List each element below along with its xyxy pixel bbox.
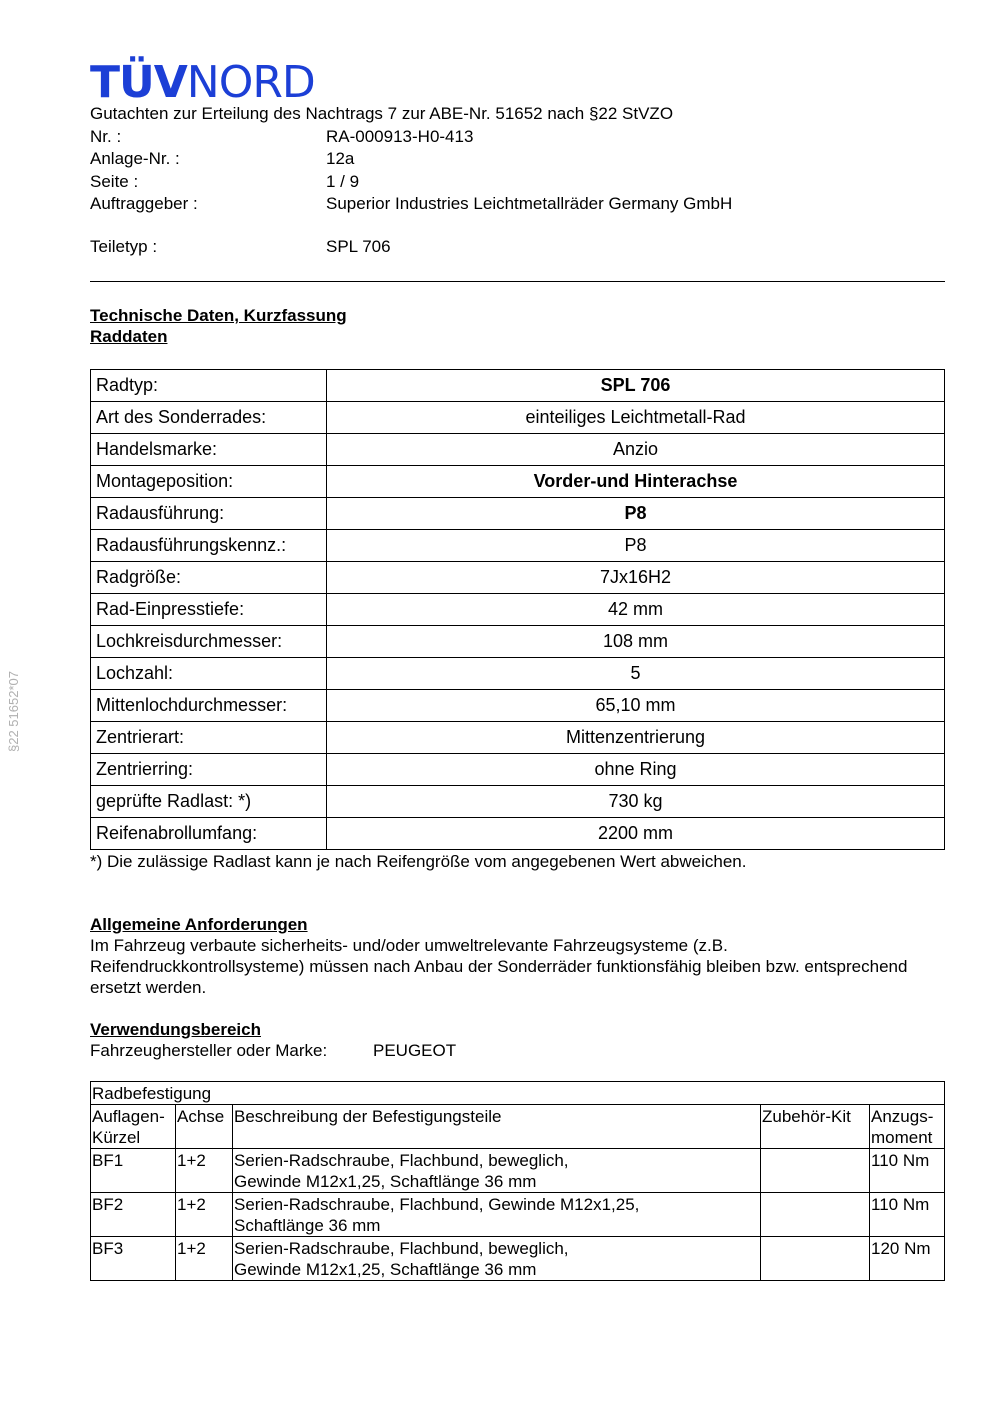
wheel-fixing-table	[90, 1081, 945, 1281]
section-title-requirements: Allgemeine Anforderungen	[90, 915, 308, 934]
wheel-data-label: Radgröße:	[91, 562, 327, 594]
fixing-code: BF1	[91, 1149, 176, 1193]
table-row	[91, 1082, 945, 1105]
fixing-axle: 1+2	[176, 1149, 233, 1193]
wheel-data-label: geprüfte Radlast: *)	[91, 786, 327, 818]
fixing-description	[233, 1193, 761, 1237]
side-stamp: §22 51652*07	[6, 671, 21, 752]
table-row	[91, 1237, 945, 1281]
usage-manufacturer-label: Fahrzeughersteller oder Marke:	[90, 1041, 328, 1060]
wheel-data-value: einteiliges Leichtmetall-Rad	[327, 402, 945, 434]
wheel-data-value: 65,10 mm	[327, 690, 945, 722]
fixing-kit	[761, 1149, 870, 1193]
fixing-code: BF2	[91, 1193, 176, 1237]
usage-manufacturer-value: PEUGEOT	[373, 1041, 457, 1060]
wheel-data-label: Montageposition:	[91, 466, 327, 498]
header-value: SPL 706	[326, 237, 391, 256]
table-row	[91, 786, 945, 818]
column-header: Zubehör-Kit	[761, 1105, 870, 1149]
logo-part-tuv: TÜV	[90, 57, 187, 108]
table-row	[91, 1149, 945, 1193]
fixing-torque: 120 Nm	[870, 1237, 945, 1281]
document-title: Gutachten zur Erteilung des Nachtrags 7 zur ABE-Nr. 51652 nach §22 StVZO	[90, 104, 674, 123]
wheel-data-label: Radausführungskennz.:	[91, 530, 327, 562]
header-value: Superior Industries Leichtmetallräder Germany GmbH	[326, 194, 733, 213]
wheel-data-value: 42 mm	[327, 594, 945, 626]
table-row	[91, 754, 945, 786]
fixing-description-line: Gewinde M12x1,25, Schaftlänge 36 mm	[234, 1260, 537, 1279]
header-value: 1 / 9	[326, 172, 360, 191]
table-row	[91, 658, 945, 690]
table-row	[91, 1193, 945, 1237]
wheel-data-label: Zentrierart:	[91, 722, 327, 754]
wheel-data-value: P8	[327, 530, 945, 562]
fixing-description	[233, 1237, 761, 1281]
logo-part-nord: NORD	[186, 57, 315, 108]
fixing-axle: 1+2	[176, 1193, 233, 1237]
column-header: Auflagen-Kürzel	[91, 1105, 176, 1149]
column-header: Achse	[176, 1105, 233, 1149]
fixing-description-line: Gewinde M12x1,25, Schaftlänge 36 mm	[234, 1172, 537, 1191]
table-row	[91, 498, 945, 530]
wheel-data-value: ohne Ring	[327, 754, 945, 786]
section-subtitle-wheel-data: Raddaten	[90, 327, 168, 346]
fixing-kit	[761, 1237, 870, 1281]
table-header-row	[91, 1105, 945, 1149]
table-row	[91, 722, 945, 754]
header-value: RA-000913-H0-413	[326, 127, 474, 146]
fixing-description	[233, 1149, 761, 1193]
wheel-data-label: Handelsmarke:	[91, 434, 327, 466]
fixing-axle: 1+2	[176, 1237, 233, 1281]
wheel-data-value: Mittenzentrierung	[327, 722, 945, 754]
header-label: Seite :	[90, 172, 139, 191]
section-title-technical-data: Technische Daten, Kurzfassung	[90, 306, 347, 325]
table-row	[91, 530, 945, 562]
wheel-data-value: Vorder-und Hinterachse	[327, 466, 945, 498]
wheel-data-value: 2200 mm	[327, 818, 945, 850]
column-header: Anzugs-moment	[870, 1105, 945, 1149]
header-label: Nr. :	[90, 127, 122, 146]
table-row	[91, 402, 945, 434]
wheel-data-label: Zentrierring:	[91, 754, 327, 786]
header-value: 12a	[326, 149, 355, 168]
table-row	[91, 594, 945, 626]
fixing-description-line: Serien-Radschraube, Flachbund, beweglich,	[234, 1239, 569, 1258]
wheel-data-value: P8	[327, 498, 945, 530]
fixing-code: BF3	[91, 1237, 176, 1281]
wheel-data-table	[90, 369, 945, 850]
wheel-data-label: Lochzahl:	[91, 658, 327, 690]
header-label: Auftraggeber :	[90, 194, 198, 213]
column-header: Beschreibung der Befestigungsteile	[233, 1105, 761, 1149]
wheel-load-footnote: *) Die zulässige Radlast kann je nach Reifengröße vom angegebenen Wert abweichen.	[90, 852, 747, 871]
wheel-data-label: Rad-Einpresstiefe:	[91, 594, 327, 626]
wheel-data-label: Mittenlochdurchmesser:	[91, 690, 327, 722]
table-row	[91, 370, 945, 402]
fixing-table-title: Radbefestigung	[91, 1082, 945, 1105]
wheel-data-value: SPL 706	[327, 370, 945, 402]
fixing-description-line: Schaftlänge 36 mm	[234, 1216, 381, 1235]
header-label: Anlage-Nr. :	[90, 149, 180, 168]
wheel-data-label: Reifenabrollumfang:	[91, 818, 327, 850]
fixing-description-line: Serien-Radschraube, Flachbund, beweglich,	[234, 1151, 569, 1170]
requirements-text: Im Fahrzeug verbaute sicherheits- und/oder umweltrelevante Fahrzeugsysteme (z.B. Reifendruckkontrollsysteme) müssen nach Anbau der Sonderräder funktionsfähig bleiben bzw. entsprechend ersetzt werden.	[90, 936, 908, 997]
wheel-data-label: Radtyp:	[91, 370, 327, 402]
tuv-nord-logo	[90, 57, 330, 108]
fixing-torque: 110 Nm	[870, 1149, 945, 1193]
header-divider	[90, 281, 945, 282]
wheel-data-value: 7Jx16H2	[327, 562, 945, 594]
table-row	[91, 818, 945, 850]
section-title-usage: Verwendungsbereich	[90, 1020, 261, 1039]
table-row	[91, 562, 945, 594]
wheel-data-label: Lochkreisdurchmesser:	[91, 626, 327, 658]
fixing-kit	[761, 1193, 870, 1237]
table-row	[91, 434, 945, 466]
wheel-data-label: Art des Sonderrades:	[91, 402, 327, 434]
table-row	[91, 466, 945, 498]
wheel-data-value: 5	[327, 658, 945, 690]
wheel-data-value: Anzio	[327, 434, 945, 466]
header-label: Teiletyp :	[90, 237, 158, 256]
wheel-data-label: Radausführung:	[91, 498, 327, 530]
fixing-description-line: Serien-Radschraube, Flachbund, Gewinde M12x1,25,	[234, 1195, 640, 1214]
wheel-data-value: 730 kg	[327, 786, 945, 818]
wheel-data-value: 108 mm	[327, 626, 945, 658]
table-row	[91, 626, 945, 658]
table-row	[91, 690, 945, 722]
fixing-torque: 110 Nm	[870, 1193, 945, 1237]
